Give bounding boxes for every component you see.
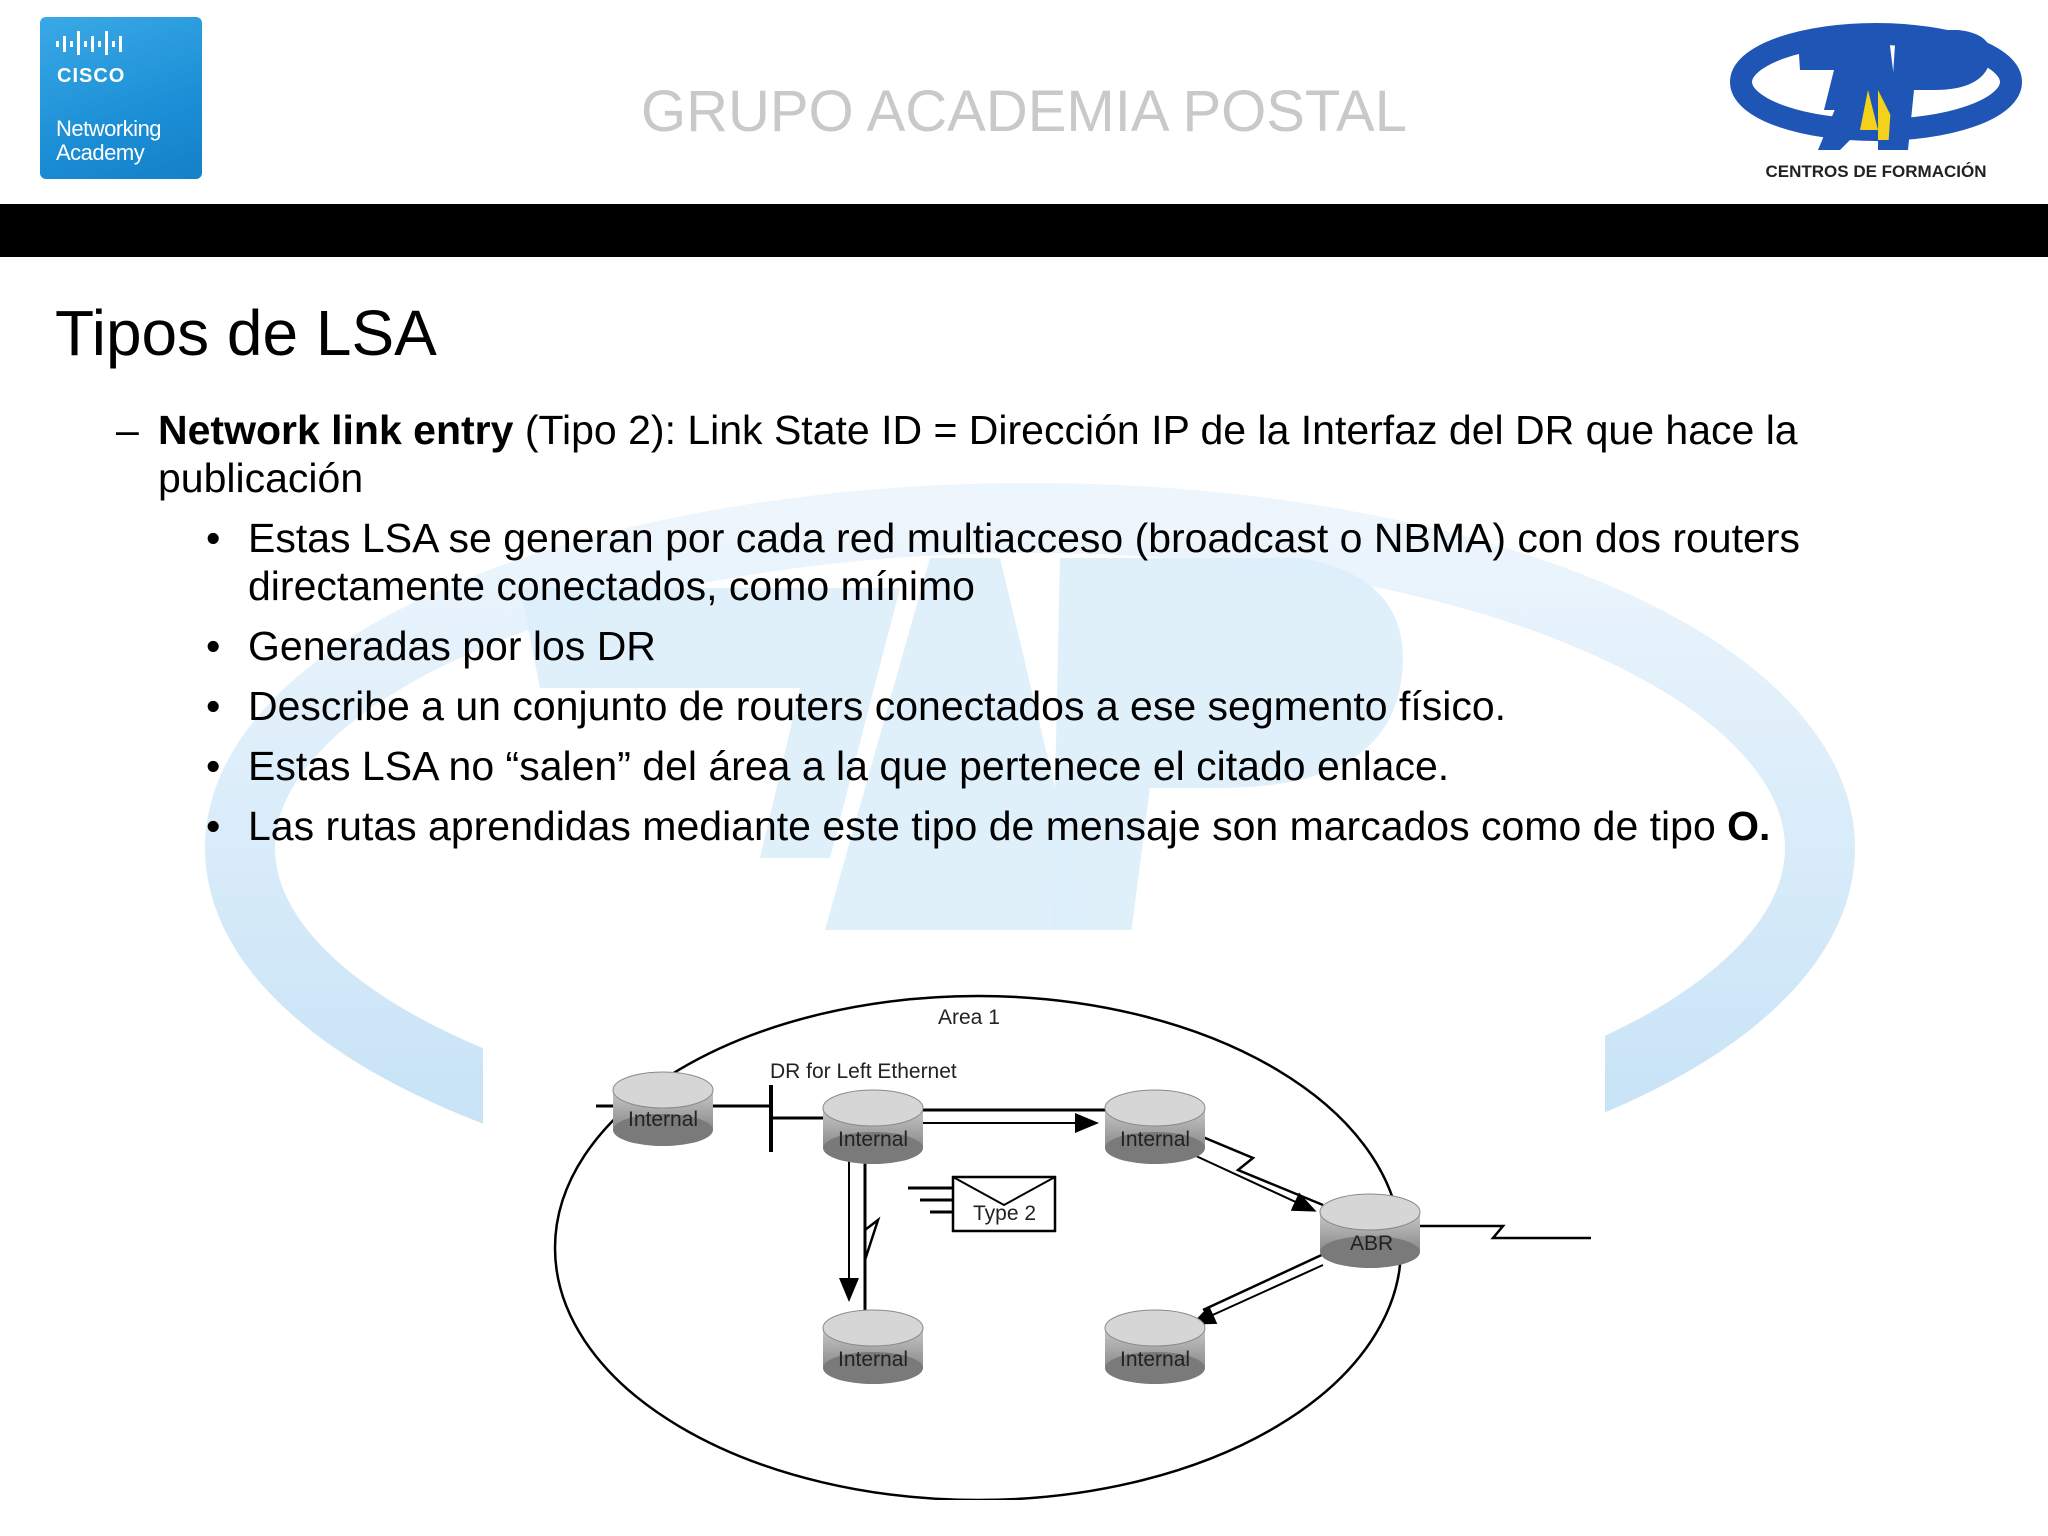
lsa-arrow-to-abr xyxy=(1183,1150,1313,1210)
bullet-bold-suffix: O. xyxy=(1727,803,1771,849)
bullet-text: Estas LSA se generan por cada red multiacceso (broadcast o NBMA) con dos routers directamente conectados, como mínimo xyxy=(248,515,1800,609)
router-dr-label: Internal xyxy=(838,1128,909,1151)
bullet-text: Describe a un conjunto de routers conectados a ese segmento físico. xyxy=(248,683,1507,729)
bullet-item xyxy=(203,682,1983,730)
cisco-wordmark: CISCO xyxy=(57,65,126,87)
router-bottom-right-icon xyxy=(1105,1310,1205,1384)
serial-link-to-abr xyxy=(1198,1135,1323,1205)
cisco-bars-icon xyxy=(56,31,126,55)
bullet-marker: • xyxy=(206,743,221,789)
item-bold-term: Network link entry xyxy=(158,407,514,453)
academia-postal-logo xyxy=(1728,10,2024,185)
networking-label: Networking xyxy=(56,116,162,141)
router-abr-icon xyxy=(1320,1194,1420,1268)
router-bottom-left-label: Internal xyxy=(838,1348,909,1371)
router-top-right-label: Internal xyxy=(1120,1128,1191,1151)
bullet-item xyxy=(203,514,1983,610)
header-title: GRUPO ACADEMIA POSTAL xyxy=(640,79,1407,144)
lsa-arrow-from-abr xyxy=(1195,1265,1323,1323)
type2-label: Type 2 xyxy=(973,1202,1037,1225)
bullet-item xyxy=(203,622,1983,670)
bullet-marker: • xyxy=(206,515,221,561)
abr-to-internal-link xyxy=(1203,1252,1328,1310)
area-boundary xyxy=(555,996,1401,1500)
bullet-item xyxy=(203,742,1983,790)
router-bottom-right-label: Internal xyxy=(1120,1348,1191,1371)
area-label: Area 1 xyxy=(938,1006,1000,1029)
abr-external-serial xyxy=(1413,1226,1591,1238)
router-dr-icon xyxy=(823,1090,923,1164)
router-top-right-icon xyxy=(1105,1090,1205,1164)
slide-title: Tipos de LSA xyxy=(55,297,437,369)
router-abr-label: ABR xyxy=(1350,1232,1394,1255)
item-text xyxy=(158,406,1988,502)
bullet-item xyxy=(203,802,1983,850)
dr-label: DR for Left Ethernet xyxy=(770,1060,957,1083)
router-left-label: Internal xyxy=(628,1108,699,1131)
diagram-canvas xyxy=(483,930,1605,1500)
bullet-list xyxy=(203,514,1983,862)
bullet-marker: • xyxy=(206,683,221,729)
dash-marker: – xyxy=(116,407,139,453)
bullet-marker: • xyxy=(206,623,221,669)
header-divider-bar xyxy=(0,204,2048,257)
router-bottom-left-icon xyxy=(823,1310,923,1384)
item-description: (Tipo 2): Link State ID = Dirección IP de la Interfaz del DR que hace la publicación xyxy=(158,407,1798,501)
bullet-text: Generadas por los DR xyxy=(248,623,656,669)
slide-header xyxy=(0,0,2048,205)
ospf-area-diagram xyxy=(483,930,1605,1500)
bullet-marker: • xyxy=(206,803,221,849)
bullet-text: Las rutas aprendidas mediante este tipo de mensaje son marcados como de tipo xyxy=(248,803,1728,849)
academy-label: Academy xyxy=(56,140,145,165)
bullet-text: Estas LSA no “salen” del área a la que pertenece el citado enlace. xyxy=(248,743,1450,789)
ap-logo-caption: CENTROS DE FORMACIÓN xyxy=(1765,162,1987,181)
